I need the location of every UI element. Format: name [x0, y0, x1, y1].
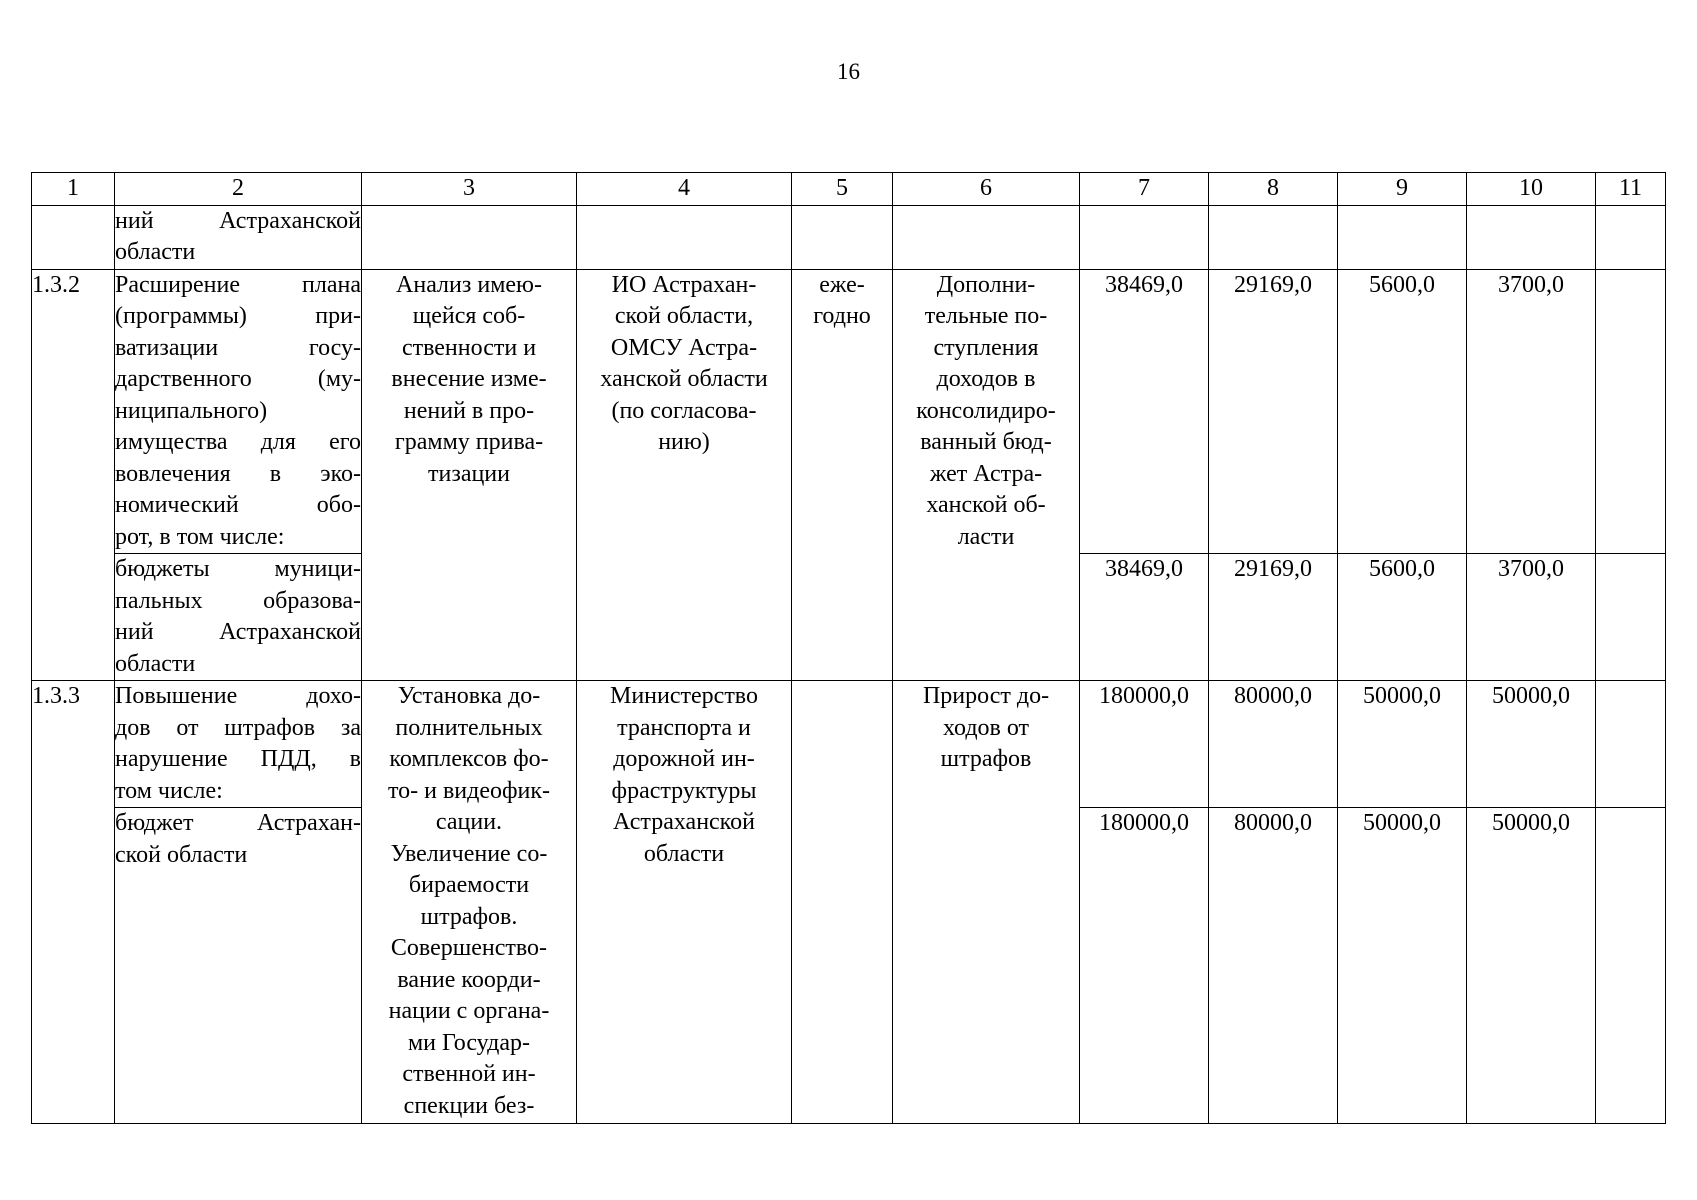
header-cell: 10: [1467, 173, 1596, 206]
text-line: штрафов.: [420, 903, 518, 930]
expected-result: [893, 269, 1080, 681]
value-cell: 80000,0: [1209, 808, 1338, 1124]
responsible-executor: [577, 681, 792, 1124]
text-line: ханской области: [600, 366, 768, 392]
empty-cell: [32, 205, 115, 269]
text-line: ми Государ-: [407, 1029, 531, 1056]
empty-cell: [1467, 205, 1596, 269]
text-line: рот, в том числе:: [115, 523, 285, 550]
empty-cell: [1596, 205, 1666, 269]
value-cell: 180000,0: [1080, 808, 1209, 1124]
text-line: еже-: [819, 271, 865, 298]
text-line: ласти: [957, 523, 1015, 550]
header-cell: 8: [1209, 173, 1338, 206]
text-line: нации с органа-: [388, 998, 550, 1024]
empty-cell: [1338, 205, 1467, 269]
text-line: (по согласова-: [611, 397, 757, 424]
text-line: ний Астраханской: [115, 619, 361, 645]
text-line: том числе:: [115, 777, 223, 804]
text-line: ской области,: [614, 303, 754, 329]
text-line: области: [115, 650, 196, 677]
table-row-1-3-3: [32, 681, 1666, 808]
text-line: доходов в: [936, 366, 1036, 392]
header-cell: 7: [1080, 173, 1209, 206]
value-cell: 50000,0: [1467, 681, 1596, 808]
value-cell: 50000,0: [1338, 681, 1467, 808]
continuation-row: [32, 205, 1666, 269]
expected-result: [893, 681, 1080, 1124]
header-cell: 6: [893, 173, 1080, 206]
text-line: нарушение ПДД, в: [115, 746, 361, 772]
text-line: нию): [658, 429, 710, 455]
header-cell: 5: [792, 173, 893, 206]
empty-cell: [792, 681, 893, 1124]
text-line: бираемости: [408, 872, 530, 898]
value-cell: 29169,0: [1209, 554, 1338, 681]
text-line: Прирост до-: [922, 683, 1050, 709]
text-line: вание коорди-: [397, 966, 541, 993]
text-line: консолидиро-: [916, 397, 1056, 424]
header-cell: 4: [577, 173, 792, 206]
text-line: бюджет Астрахан-: [115, 810, 361, 836]
continuation-text: [115, 205, 362, 269]
text-line: номический обо-: [115, 492, 361, 518]
table-row-1-3-2: [32, 269, 1666, 554]
value-cell: 5600,0: [1338, 554, 1467, 681]
text-line: области: [643, 840, 725, 867]
text-line: жет Астра-: [929, 460, 1043, 487]
text-line: области: [115, 239, 196, 265]
text-line: ской области: [115, 841, 248, 868]
empty-cell: [1596, 269, 1666, 554]
text-line: годно: [813, 303, 871, 329]
empty-cell: [792, 205, 893, 269]
text-line: тизации: [428, 460, 510, 487]
header-row: [32, 173, 1666, 206]
value-cell: 180000,0: [1080, 681, 1209, 808]
text-line: дарственного (му-: [115, 366, 361, 392]
text-line: ний Астраханской: [115, 207, 361, 234]
budget-label: [115, 808, 362, 1124]
measure-action: [362, 681, 577, 1124]
text-line: Дополни-: [936, 271, 1036, 298]
text-line: Увеличение со-: [390, 840, 548, 867]
text-line: грамму прива-: [394, 429, 544, 455]
header-cell: 2: [115, 173, 362, 206]
text-line: сации.: [435, 809, 503, 835]
text-line: штрафов: [940, 746, 1032, 772]
text-line: ступления: [933, 334, 1039, 361]
text-line: (программы) при-: [115, 303, 361, 329]
empty-cell: [577, 205, 792, 269]
text-line: тельные по-: [924, 303, 1048, 329]
value-cell: 3700,0: [1467, 269, 1596, 554]
text-line: ватизации госу-: [115, 334, 361, 361]
text-line: ходов от: [942, 714, 1030, 741]
text-line: пальных образова-: [115, 587, 361, 614]
value-cell: 38469,0: [1080, 554, 1209, 681]
value-cell: 50000,0: [1338, 808, 1467, 1124]
text-line: Расширение плана: [115, 271, 361, 298]
empty-cell: [362, 205, 577, 269]
header-cell: 3: [362, 173, 577, 206]
measure-action: [362, 269, 577, 681]
header-cell: 9: [1338, 173, 1467, 206]
text-line: ственности и: [401, 334, 537, 361]
text-line: фраструктуры: [611, 777, 757, 804]
deadline: [792, 269, 893, 681]
empty-cell: [893, 205, 1080, 269]
empty-cell: [1080, 205, 1209, 269]
empty-cell: [1596, 554, 1666, 681]
text-line: дорожной ин-: [613, 746, 755, 772]
value-cell: 50000,0: [1467, 808, 1596, 1124]
text-line: ОМСУ Астра-: [610, 334, 758, 361]
text-line: ственной ин-: [402, 1061, 536, 1087]
page-number: 16: [837, 59, 860, 84]
value-cell: 29169,0: [1209, 269, 1338, 554]
row-number: 1.3.3: [32, 681, 115, 1124]
text-line: ниципального): [115, 397, 268, 424]
text-line: ханской об-: [926, 492, 1046, 518]
text-line: нений в про-: [403, 397, 535, 424]
value-cell: 38469,0: [1080, 269, 1209, 554]
program-table: [31, 172, 1666, 1124]
measure-title: [115, 269, 362, 554]
value-cell: 80000,0: [1209, 681, 1338, 808]
text-line: вовлечения в эко-: [115, 460, 361, 487]
text-line: Анализ имею-: [396, 271, 542, 298]
text-line: щейся соб-: [412, 303, 526, 329]
text-line: ванный бюд-: [920, 429, 1052, 455]
text-line: Астраханской: [613, 809, 755, 835]
row-number: 1.3.2: [32, 269, 115, 681]
empty-cell: [1596, 808, 1666, 1124]
text-line: полнительных: [395, 714, 543, 741]
text-line: ИО Астрахан-: [611, 271, 757, 298]
empty-cell: [1596, 681, 1666, 808]
value-cell: 3700,0: [1467, 554, 1596, 681]
measure-title: [115, 681, 362, 808]
text-line: имущества для его: [115, 429, 361, 455]
text-line: бюджеты муници-: [115, 556, 361, 582]
header-cell: 1: [32, 173, 115, 206]
header-cell: 11: [1596, 173, 1666, 206]
text-line: Министерство: [610, 683, 758, 709]
text-line: дов от штрафов за: [115, 714, 361, 741]
text-line: то- и видеофик-: [387, 777, 551, 804]
text-line: комплексов фо-: [389, 746, 549, 772]
responsible-executor: [577, 269, 792, 681]
budget-label: [115, 554, 362, 681]
value-cell: 5600,0: [1338, 269, 1467, 554]
text-line: спекции без-: [403, 1092, 535, 1119]
text-line: транспорта и: [617, 714, 751, 741]
text-line: внесение изме-: [391, 366, 547, 392]
text-line: Повышение дохо-: [115, 683, 361, 709]
text-line: Совершенство-: [390, 935, 548, 961]
empty-cell: [1209, 205, 1338, 269]
text-line: Установка до-: [397, 683, 541, 709]
